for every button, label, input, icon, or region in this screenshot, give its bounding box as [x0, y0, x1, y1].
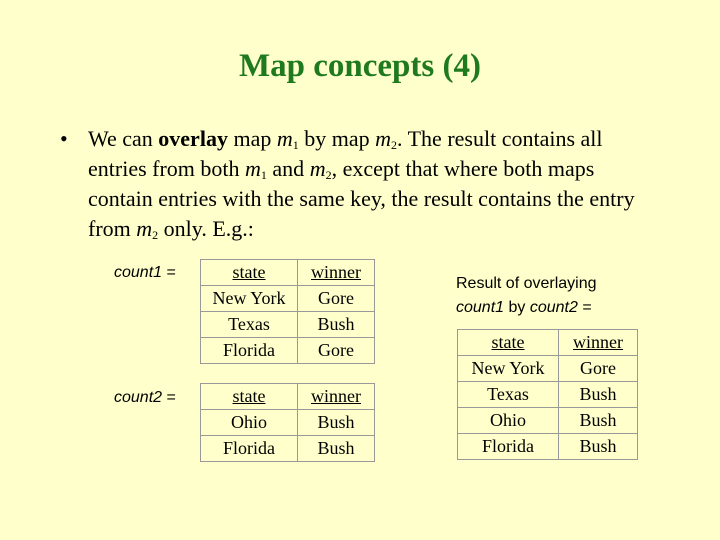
- bullet-text: We can overlay map $m_1$ by map $m_2$. The result contains all entries from both $m_1$ and $m_2$, except that where both maps contain entries with the same key, the result contains the entry from $m_2$ only. E.g.:: [88, 126, 635, 242]
- table-cell: Texas: [201, 312, 298, 338]
- table-cell: Bush: [298, 410, 375, 436]
- table-cell: Florida: [201, 338, 298, 364]
- table-header-row: [201, 260, 375, 286]
- slide-title: Map concepts (4): [239, 48, 481, 84]
- header-cell: winner: [298, 384, 375, 410]
- table-row: [201, 410, 375, 436]
- count2-table: [200, 383, 375, 462]
- table-cell: Gore: [298, 338, 375, 364]
- table-row: [458, 382, 638, 408]
- header-cell: state: [201, 260, 298, 286]
- table-cell: Texas: [458, 382, 559, 408]
- bullet-point: [60, 124, 660, 244]
- table-cell: Bush: [559, 408, 638, 434]
- table-cell: Gore: [298, 286, 375, 312]
- count2-label: count2 =: [114, 389, 176, 406]
- table-cell: New York: [201, 286, 298, 312]
- result-table: [457, 329, 638, 460]
- table-row: [201, 286, 375, 312]
- table-row: [458, 356, 638, 382]
- table-cell: Ohio: [201, 410, 298, 436]
- header-cell: state: [458, 330, 559, 356]
- table-row: [201, 312, 375, 338]
- count1-label: count1 =: [114, 264, 176, 281]
- bullet-symbol: •: [60, 126, 68, 151]
- table-row: [201, 436, 375, 462]
- table-row: [458, 434, 638, 460]
- header-cell: winner: [298, 260, 375, 286]
- overlay-term: overlay: [158, 126, 228, 151]
- table-cell: Ohio: [458, 408, 559, 434]
- header-cell: winner: [559, 330, 638, 356]
- table-cell: Bush: [559, 382, 638, 408]
- table-header-row: [201, 384, 375, 410]
- table-cell: Bush: [559, 434, 638, 460]
- table-cell: Bush: [298, 436, 375, 462]
- result-label: Result of overlaying count1 by count2 =: [456, 275, 597, 316]
- count1-table: [200, 259, 375, 364]
- table-row: [201, 338, 375, 364]
- header-cell: state: [201, 384, 298, 410]
- table-cell: Gore: [559, 356, 638, 382]
- table-cell: Florida: [458, 434, 559, 460]
- table-row: [458, 408, 638, 434]
- table-cell: Bush: [298, 312, 375, 338]
- table-cell: New York: [458, 356, 559, 382]
- table-header-row: [458, 330, 638, 356]
- table-cell: Florida: [201, 436, 298, 462]
